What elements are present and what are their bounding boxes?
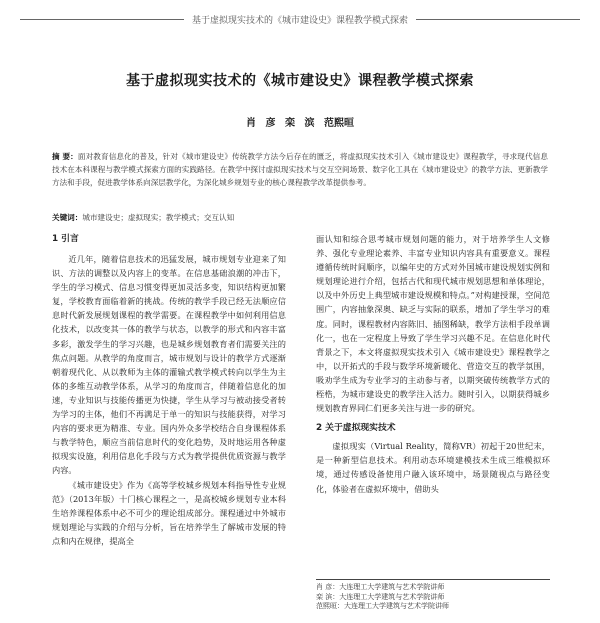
paragraph: 虚拟现实（Virtual Reality，简称VR）初起于20世纪末，是一种新型信息技术。利用动态环境建模技术生成三维模拟环境，通过传感设备使用户融入该环境中，场景随视点与路径变化，体验者在虚拟环境中，借助头 xyxy=(316,441,550,494)
paper-title: 基于虚拟现实技术的《城市建设史》课程教学模式探索 xyxy=(126,73,474,89)
header-rule-left xyxy=(20,19,184,20)
right-column xyxy=(316,232,550,496)
footnote-line: 栾 滨：大连理工大学建筑与艺术学院讲师 xyxy=(316,592,445,601)
authors: 肖 彦 栾 滨 范熙晅 xyxy=(246,118,354,129)
abstract-label: 摘 要： xyxy=(52,152,78,161)
section-heading-vr: 2 关于虚拟现实技术 xyxy=(316,423,396,434)
abstract xyxy=(52,150,548,190)
header-rule-right xyxy=(416,19,580,20)
section-heading-introduction: 1 引言 xyxy=(52,234,79,244)
keywords xyxy=(52,212,548,224)
paragraph: 《城市建设史》作为《高等学校城乡规划本科指导性专业规范》（2013年版）十门核心课程之一，是高校城乡规划专业本科生培养课程体系中必不可少的理论组成部分。课程通过中外城市规划理论与实践的介绍与分析，旨在培养学生了解城市发展的特点和内在规律，提高全 xyxy=(52,479,286,546)
running-header xyxy=(20,8,580,30)
footnote-line: 范熙晅：大连理工大学建筑与艺术学院讲师 xyxy=(316,602,449,610)
footnote-line: 肖 彦：大连理工大学建筑与艺术学院讲师 xyxy=(316,583,445,591)
header-text: 基于虚拟现实技术的《城市建设史》课程教学模式探索 xyxy=(192,15,409,26)
keywords-label: 关键词： xyxy=(52,213,83,222)
left-column xyxy=(52,232,286,548)
keywords-text: 城市建设史；虚拟现实；教学模式；交互认知 xyxy=(82,213,235,222)
author-footnote xyxy=(316,579,550,612)
paragraph: 近几年，随着信息技术的迅猛发展，城市规划专业迎来了知识、方法的调整以及内容上的变革。在信息基础浪潮的冲击下，学生的学习模式、信息习惯变得更加灵活多变，知识结构更加繁复，学校教育面临着新的挑战。传统的教学手段已经无法顺应信息时代新发展规划课程的教学需要。在课程教学中如何利用信息化技术，以改变其一体的教学与状态，以教学的形式和内容丰富多彩，激发学生的学习兴趣，也是城乡规划教育者们需要关注的焦点问题。从教学的角度而言，城市规划与设计的教学方式逐渐朝着现代化、从以教师为主体的灌输式教学模式转向以学生为主体的多维互动教学体系，从学习的角度而言，伴随着信息化的加速，专业知识与技能传播更为快捷，学生从学习与被动接受者转为学习的主体，他们不再满足于单一的知识与技能获得，对学习内容的要求更为精准、专业。国内外众多学校结合自身课程体系与教学特色，顺应当前信息时代的变化趋势，及时地运用各种虚拟现实设施，利用信息化手段与方式为教学提供优质资源与教学内容。 xyxy=(52,254,286,476)
abstract-text: 面对教育信息化的普及，针对《城市建设史》传统教学方法今后存在的匮乏，将虚拟现实技术引入《城市建设史》课程教学，寻求现代信息技术在本科课程与教学模式探索方面的实践路径。在教学中探讨虚拟现实技术与交互空间场景、数字化工具在《城市建设史》的教学方法、更新教学方法和手段，促进教学体系向深层教学化，为深化城乡规划专业的核心课程教学改革提供参考。 xyxy=(52,152,548,188)
paragraph: 面认知和综合思考城市规划问题的能力，对于培养学生人文修养、强化专业理论素养、丰富专业知识内容具有重要意义。课程遵循传统时间顺序，以编年史的方式对外国城市建设规划实例和规划理论进行介绍，包括古代和现代城市规划思想和单体理论，以及中外历史上典型城市建设规模和特点。”对构建授课，空间范围广，内容抽象深奥、缺乏与实际的联系，增加了学生学习的难度。同时，课程教材内容陈旧、插图稀缺，教学方法相手段单调化一，也在一定程度上导致了学生学习兴趣不足。在信息化时代背景之下，本文将虚拟现实技术引入《城市建设史》课程教学之中，以开拓式的手段与数学环境新暖化、营造交互的教学氛围，吸劝学生成为专业学习的主动参与者，以期突破传统教学方式的桎梏，为城市建设史的教学注入活力。随时引入，以期获得城乡规划教育界同仁们更多关注与进一步的研究。 xyxy=(316,234,550,414)
